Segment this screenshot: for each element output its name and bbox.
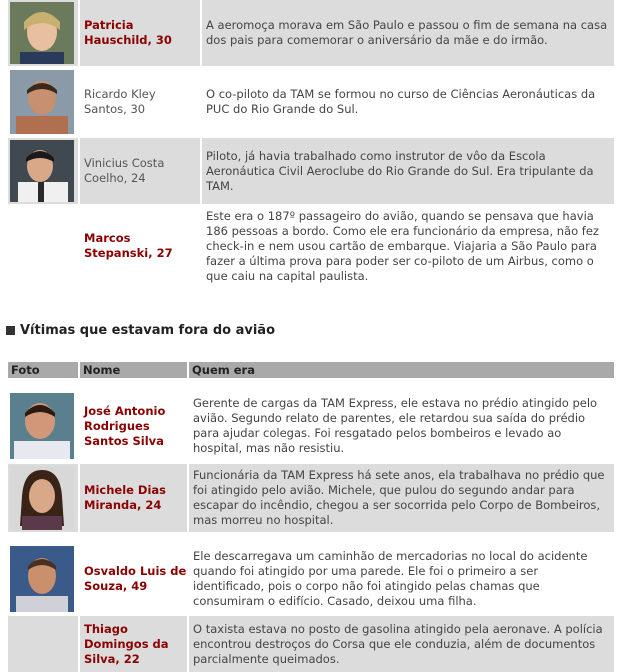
table-row (8, 0, 614, 66)
victim-name: Marcos Stepanski, 27 (84, 231, 173, 260)
victim-name: Vinicius Costa Coelho, 24 (84, 156, 165, 185)
name-cell (80, 616, 187, 672)
victim-name: Osvaldo Luis de Souza, 49 (84, 564, 187, 593)
victim-name: Patricia Hauschild, 30 (84, 18, 172, 47)
desc-cell (189, 544, 614, 614)
victim-photo (10, 392, 74, 460)
desc-cell (189, 464, 614, 532)
name-cell (80, 138, 200, 204)
desc-cell (202, 138, 614, 204)
table-row (8, 206, 614, 286)
desc-cell (202, 206, 614, 286)
name-cell (80, 544, 187, 614)
table-row (8, 616, 614, 672)
photo-cell (8, 68, 78, 136)
section-title (6, 323, 275, 338)
photo-cell (8, 206, 78, 286)
victim-description: Este era o 187º passageiro do avião, quando se pensava que havia 186 pessoas a bordo. Como ele era funcionário da empresa, não fez check-in e nem usou cartão de embarque. Viajaria a São Paulo para fazer a última prova para poder ser co-piloto de um Airbus, como o que caiu na capital paulista. (206, 208, 599, 283)
victim-description: O co-piloto da TAM se formou no curso de Ciências Aeronáuticas da PUC do Rio Grande do Sul. (206, 87, 596, 116)
section-title-text: Vítimas que estavam fora do avião (20, 323, 275, 338)
name-cell (80, 390, 187, 462)
table-row (8, 464, 614, 532)
victim-name: Michele Dias Miranda, 24 (84, 483, 167, 512)
victim-name: José Antonio Rodrigues Santos Silva (84, 403, 166, 448)
desc-cell (202, 0, 614, 66)
victim-photo (10, 466, 74, 530)
bullet-square-icon (6, 326, 15, 335)
victim-description: Piloto, já havia trabalhado como instrutor de vôo da Escola Aeronáutica Civil Aeroclube do Rio Grande do Sul. Era tripulante da TAM. (206, 148, 594, 193)
victim-photo (10, 546, 74, 612)
table-row (8, 68, 614, 136)
name-cell (80, 68, 200, 136)
victim-description: A aeromoça morava em São Paulo e passou o fim de semana na casa dos pais para comemorar o aniversário da mãe e do irmão. (206, 18, 608, 47)
header-photo: Foto (8, 362, 78, 378)
photo-cell (8, 390, 78, 462)
table-row (8, 544, 614, 614)
name-cell (80, 206, 200, 286)
victim-photo (10, 140, 74, 202)
photo-cell (8, 0, 78, 66)
header-name: Nome (80, 362, 187, 378)
photo-cell (8, 544, 78, 614)
table-row (8, 390, 614, 462)
name-cell (80, 464, 187, 532)
victim-name: Ricardo Kley Santos, 30 (84, 87, 156, 116)
victim-description: Ele descarregava um caminhão de mercadorias no local do acidente quando foi atingido por uma parede. Ele foi o primeiro a ser identificado, pois o corpo não foi atingido pelas chamas que consumiram o edifício. Casado, deixou uma filha. (193, 549, 588, 608)
table-row (8, 138, 614, 204)
desc-cell (189, 616, 614, 672)
victim-description: O taxista estava no posto de gasolina atingido pela aeronave. A polícia encontrou destroços do Corsa que ele conduzia, além de documentos parcialmente queimados. (193, 621, 603, 666)
victim-name: Thiago Domingos da Silva, 22 (84, 621, 169, 666)
photo-cell (8, 138, 78, 204)
photo-cell (8, 464, 78, 532)
header-desc: Quem era (189, 362, 614, 378)
victim-photo (10, 70, 74, 134)
photo-cell (8, 616, 78, 672)
victim-description: Gerente de cargas da TAM Express, ele estava no prédio atingido pelo avião. Segundo relato de parentes, ele retardou sua saída do prédio para ajudar colegas. Foi resgatado pelos bombeiros e levado ao hospital, mas não resistiu. (193, 396, 598, 455)
desc-cell (189, 390, 614, 462)
victim-description: Funcionária da TAM Express há sete anos, ela trabalhava no prédio que foi atingido pelo avião. Michele, que pulou do segundo andar para escapar do incêndio, chegou a ser socorrida pelo Corpo de Bombeiros, mas morreu no hospital. (193, 468, 605, 527)
name-cell (80, 0, 200, 66)
desc-cell (202, 68, 614, 136)
table-header (8, 362, 614, 378)
victim-photo (10, 2, 74, 64)
